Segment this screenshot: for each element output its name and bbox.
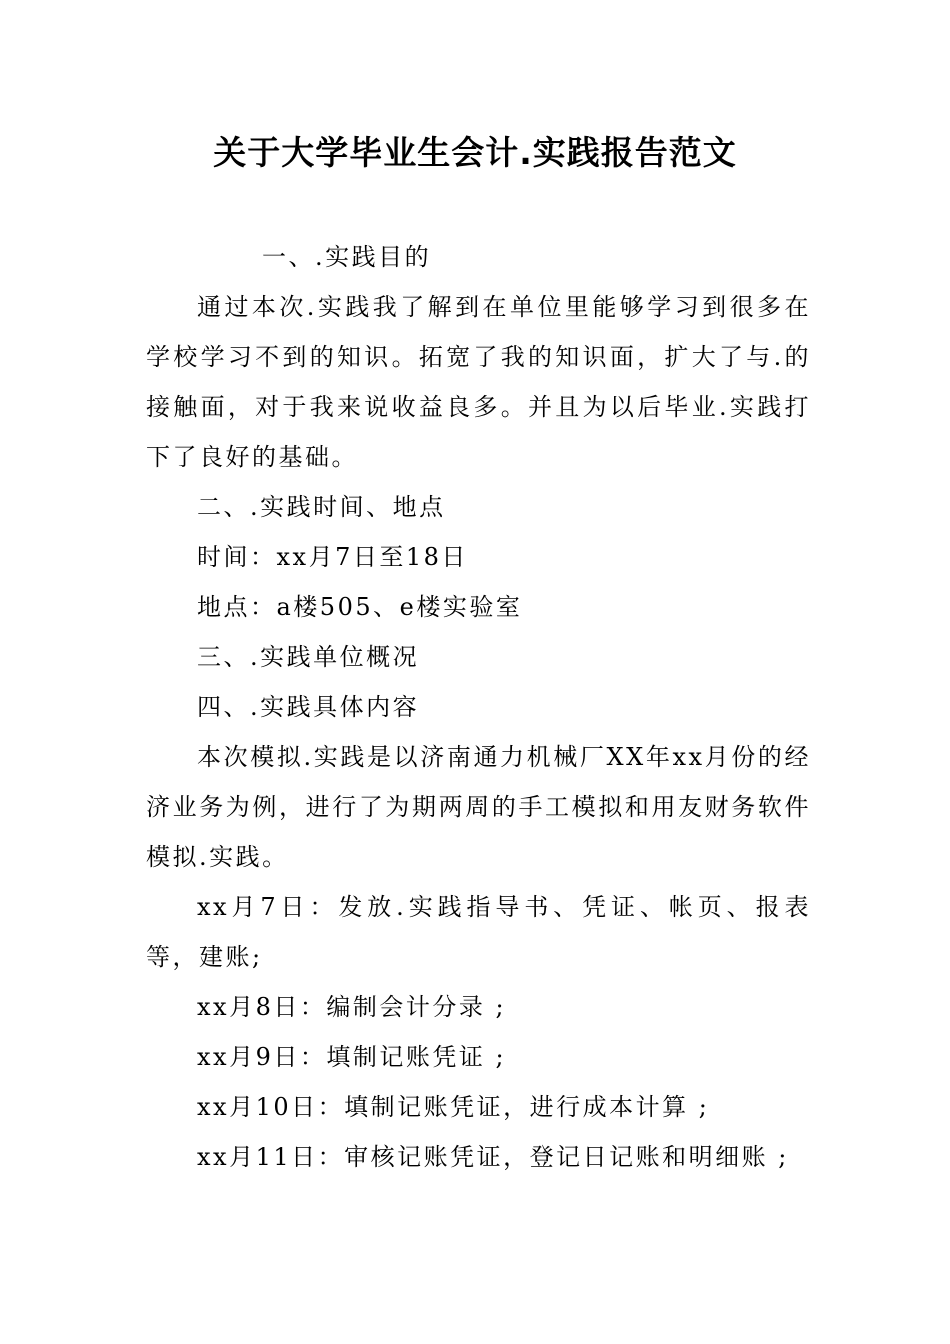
schedule-item: xx月10日：填制记账凭证，进行成本计算 ;: [197, 1093, 710, 1121]
schedule-item: xx月7日：发放.实践指导书、凭证、帐页、报表等，建账;: [146, 893, 811, 971]
document-title: 关于大学毕业生会计.实践报告范文: [213, 133, 737, 172]
section-heading-time-place: 二、.实践时间、地点: [197, 493, 446, 521]
schedule-item: xx月11日：审核记账凭证，登记日记账和明细账 ;: [197, 1143, 789, 1171]
paragraph-content: 本次模拟.实践是以济南通力机械厂XX年xx月份的经济业务为例，进行了为期两周的手工模拟和用友财务软件模拟.实践。: [146, 743, 811, 871]
schedule-item: xx月8日：编制会计分录 ;: [197, 993, 507, 1021]
section-heading-unit-overview: 三、.实践单位概况: [197, 643, 420, 671]
section-heading-content: 四、.实践具体内容: [197, 693, 420, 721]
paragraph-time: 时间：xx月7日至18日: [197, 543, 468, 571]
paragraph-purpose: 通过本次.实践我了解到在单位里能够学习到很多在学校学习不到的知识。拓宽了我的知识面，扩大了与.的接触面，对于我来说收益良多。并且为以后毕业.实践打下了良好的基础。: [146, 293, 811, 471]
section-heading-purpose: 一、.实践目的: [262, 243, 432, 271]
paragraph-place: 地点：a楼505、e楼实验室: [197, 593, 523, 621]
schedule-item: xx月9日：填制记账凭证 ;: [197, 1043, 507, 1071]
document-body: [146, 232, 811, 1182]
